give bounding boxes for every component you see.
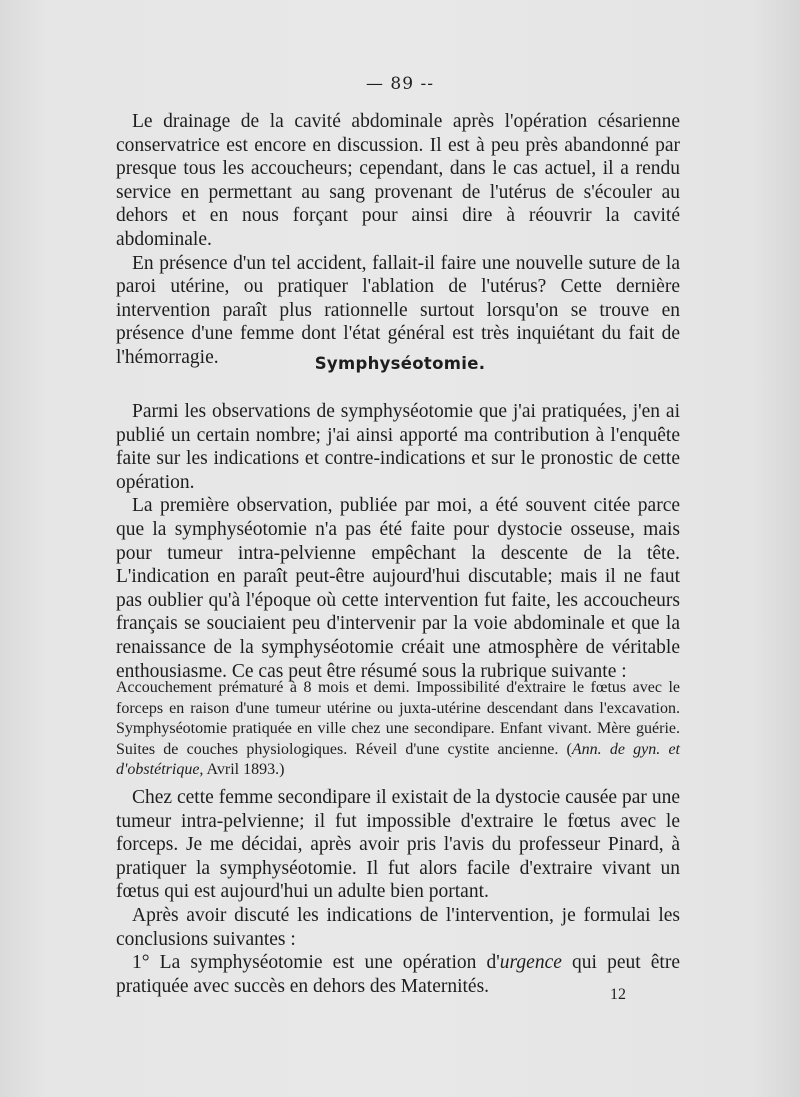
conclusion-item: 1° La symphyséotomie est une opération d'urgence qui peut être pratiquée avec succès en dehors des Maternités. <box>116 952 680 997</box>
case-summary-note <box>116 678 680 781</box>
page-number: — 89 -- <box>366 74 434 94</box>
section-heading: Symphyséotomie. <box>314 354 486 373</box>
emphasis-urgence: urgence <box>499 952 562 974</box>
note-text: Accouchement prématuré à 8 mois et demi. Impossibilité d'extraire le fœtus avec le forceps en raison d'une tumeur utérine ou juxta-utérine descendant dans l'excavation. Symphyséotomie pratiquée en ville chez une secondipare. Enfant vivant. Mère guérie. Suites de couches physiologiques. Réveil d'une cystite ancienne. ( <box>116 679 680 758</box>
note-citation: Ann. de gyn. et d'obstétrique, <box>116 740 680 778</box>
section-conclusions <box>116 786 680 998</box>
paragraph: La première observation, publiée par moi, a été souvent citée parce que la symphyséotomie n'a pas été faite pour dystocie osseuse, mais pour tumeur intra-pelvienne empêchant la descente de la tête. L'indication en paraît peut-être aujourd'hui discutable; mais il ne faut pas oublier qu'à l'époque où cette intervention fut faite, les accoucheurs français se souciaient peu d'intervenir par la voie abdominale et que la renaissance de la symphyséotomie créait une atmosphère de véritable enthousiasme. Ce cas peut être résumé sous la rubrique suivante : <box>116 495 680 682</box>
paragraph: Parmi les observations de symphyséotomie que j'ai pratiquées, j'en ai publié un certain nombre; j'ai ainsi apporté ma contribution à l'enquête faite sur les indications et contre-indications et sur le pronostic de cette opération. <box>116 401 680 493</box>
section-symphyseotomie <box>116 400 680 683</box>
note-date: Avril 1893.) <box>203 761 285 778</box>
paragraph: Après avoir discuté les indications de l'intervention, je formulai les conclusions suivantes : <box>116 904 680 950</box>
paragraph: Le drainage de la cavité abdominale après l'opération césarienne conservatrice est encore en discussion. Il est à peu près abandonné par presque tous les accoucheurs; cependant, dans le cas actuel, il a rendu service en permettant au sang provenant de l'utérus de s'écouler au dehors et en nous forçant pour ainsi dire à réouvrir la cavité abdominale. <box>116 111 680 250</box>
paragraph: Chez cette femme secondipare il existait de la dystocie causée par une tumeur intra-pelvienne; il fut impossible d'extraire le fœtus avec le forceps. Je me décidai, après avoir pris l'avis du professeur Pinard, à pratiquer la symphyséotomie. Il fut alors facile d'extraire vivant un fœtus qui est aujourd'hui un adulte bien portant. <box>116 787 680 903</box>
signature-mark: 12 <box>610 986 626 1003</box>
paragraph: En présence d'un tel accident, fallait-il faire une nouvelle suture de la paroi utérine, ou pratiquer l'ablation de l'utérus? Cette dernière intervention paraît plus rationnelle surtout lorsqu'on se trouve en présence d'une femme dont l'état général est très inquiétant du fait de l'hémorragie. <box>116 252 680 368</box>
section-intro <box>116 110 680 370</box>
